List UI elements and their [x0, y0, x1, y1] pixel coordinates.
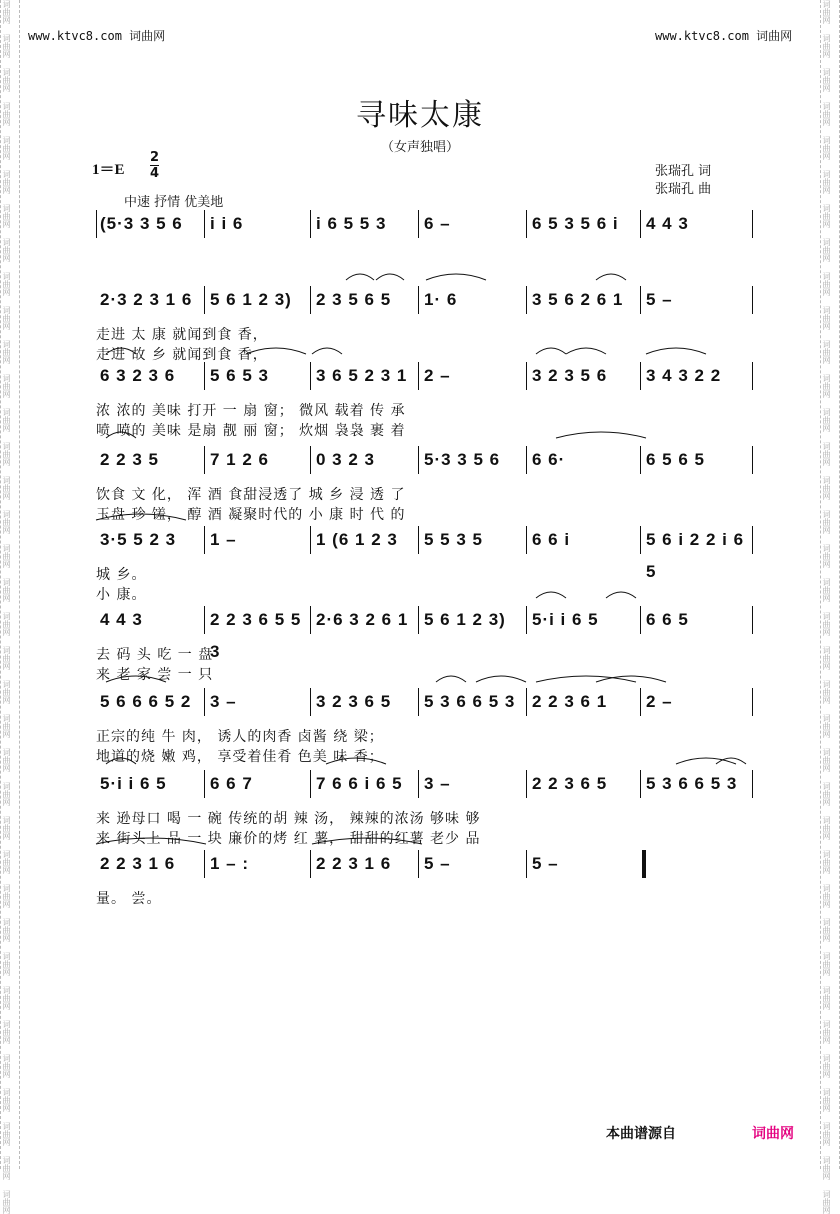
measure: 4 4 3: [646, 214, 689, 233]
measure: 3·5 5 2 3: [100, 530, 177, 549]
side-watermark-text: 词曲网: [2, 204, 11, 228]
lyric-line: 喷 喷的 美味 是扇 靓 丽 窗； 炊烟 袅袅 裹 着: [96, 423, 406, 439]
measure: 2 2 3 6 1: [532, 692, 608, 711]
slur: [426, 274, 486, 280]
slur: [326, 758, 386, 764]
measure: 3 4 3 2 2: [646, 366, 722, 385]
side-watermark-text: 词曲网: [822, 170, 831, 194]
side-watermark-text: 词曲网: [2, 0, 11, 24]
lyric-line: 来 街头上 品 一 块 廉价的烤 红 薯， 甜甜的红薯 老少 品: [96, 831, 481, 847]
lyric-line: 量。 尝。: [96, 891, 162, 907]
measure: 3 –: [210, 692, 237, 711]
side-watermark-text: 词曲网: [822, 816, 831, 840]
side-watermark-text: 词曲网: [2, 544, 11, 568]
side-watermark-text: 词曲网: [2, 408, 11, 432]
side-watermark-text: 词曲网: [822, 1190, 831, 1214]
slur: [536, 592, 566, 598]
lyric-line: 地道的烧 嫩 鸡， 享受着佳肴 色美 味 香；: [96, 749, 384, 765]
side-watermark-text: 词曲网: [822, 986, 831, 1010]
side-watermark-text: 词曲网: [822, 1156, 831, 1180]
slur: [346, 274, 374, 280]
side-watermark-text: 词曲网: [822, 578, 831, 602]
lyric-line: 正宗的纯 牛 肉， 诱人的肉香 卤酱 绕 梁；: [96, 729, 384, 745]
lyric-line: 饮食 文 化， 浑 酒 食甜浸透了 城 乡 浸 透 了: [96, 487, 406, 503]
side-watermark-text: 词曲网: [822, 850, 831, 874]
measure: 5·i i 6 5: [532, 610, 599, 629]
lyric-line: 去 码 头 吃 一 盘: [96, 647, 214, 663]
slur: [646, 348, 706, 354]
side-watermark-text: 词曲网: [822, 0, 831, 24]
measure: 5 6 6 6 5 2: [100, 692, 192, 711]
side-watermark-text: 词曲网: [822, 272, 831, 296]
side-watermark-text: 词曲网: [2, 646, 11, 670]
side-watermark-text: 词曲网: [822, 238, 831, 262]
slur: [96, 838, 206, 844]
jianpu-score: [96, 208, 756, 908]
side-watermark-text: 词曲网: [2, 34, 11, 58]
right-watermark-strip: [820, 0, 840, 1214]
slur: [246, 348, 306, 354]
slur: [476, 676, 526, 682]
measure: 0 3 2 3: [316, 450, 375, 469]
lyric-line: 来 逊母口 喝 一 碗 传统的胡 辣 汤， 辣辣的浓汤 够味 够: [96, 811, 481, 827]
footer-source-site[interactable]: 词曲网: [752, 1126, 794, 1142]
side-watermark-text: 词曲网: [2, 884, 11, 908]
tempo-marking: 中速 抒情 优美地: [124, 195, 224, 210]
slur: [106, 432, 136, 438]
side-watermark-text: 词曲网: [822, 748, 831, 772]
side-watermark-text: 词曲网: [2, 102, 11, 126]
lyric-line: 走进 太 康 就闻到食 香，: [96, 327, 268, 343]
header-site-right[interactable]: www.ktvc8.com 词曲网: [655, 29, 793, 43]
side-watermark-text: 词曲网: [2, 374, 11, 398]
side-watermark-text: 词曲网: [2, 1054, 11, 1078]
side-watermark-text: 词曲网: [822, 102, 831, 126]
measure: 2·6 3 2 6 1: [316, 610, 409, 629]
side-watermark-text: 词曲网: [2, 986, 11, 1010]
measure: 5·i i 6 5: [100, 774, 167, 793]
lyricist: 张瑞孔 词: [655, 164, 712, 179]
side-watermark-text: 词曲网: [2, 1190, 11, 1214]
measure: 5 3 6 6 5 3: [646, 774, 738, 793]
measure: 1· 6: [424, 290, 458, 309]
measure: 2 2 3 1 6: [316, 854, 392, 873]
measure: 7 6 6 i 6 5: [316, 774, 403, 793]
side-watermark-text: 词曲网: [822, 1088, 831, 1112]
measure: 3 5 6 2 6 1: [532, 290, 624, 309]
measure: i i 6: [210, 214, 244, 233]
measure: 2 2 3 1 6: [100, 854, 176, 873]
measure: 6 6·: [532, 450, 566, 469]
slur: [556, 432, 646, 438]
measure: 2 2 3 5: [100, 450, 159, 469]
side-watermark-text: 词曲网: [2, 1156, 11, 1180]
side-watermark-text: 词曲网: [2, 918, 11, 942]
measure: 4 4 3: [100, 610, 143, 629]
measure: 3 6 5 2 3 1: [316, 366, 408, 385]
side-watermark-text: 词曲网: [2, 782, 11, 806]
side-watermark-text: 词曲网: [822, 680, 831, 704]
side-watermark-text: 词曲网: [2, 238, 11, 262]
side-watermark-text: 词曲网: [2, 612, 11, 636]
side-watermark-text: 词曲网: [822, 408, 831, 432]
measure: 2 –: [646, 692, 673, 711]
lyric-line: 浓 浓的 美味 打开 一 扇 窗； 微风 载着 传 承: [96, 403, 406, 419]
header-site-left[interactable]: www.ktvc8.com 词曲网: [28, 29, 166, 43]
slur: [106, 676, 166, 682]
measure: 3 2 3 6 5: [316, 692, 392, 711]
side-watermark-text: 词曲网: [822, 918, 831, 942]
slur-arcs: [96, 208, 756, 908]
measure: 6 6 5: [646, 610, 689, 629]
left-watermark-strip: [0, 0, 20, 1214]
side-watermark-text: 词曲网: [822, 714, 831, 738]
composer: 张瑞孔 曲: [655, 182, 712, 197]
side-watermark-text: 词曲网: [2, 340, 11, 364]
measure: 5 –: [646, 290, 673, 309]
measure: 5 5 3 5: [424, 530, 483, 549]
side-watermark-text: 词曲网: [2, 306, 11, 330]
side-watermark-text: 词曲网: [822, 476, 831, 500]
key-signature: 1＝E: [92, 162, 125, 178]
slur: [312, 838, 422, 844]
measure: 3 2 3 5 6: [532, 366, 608, 385]
measure: (5·3 3 5 6: [100, 214, 183, 233]
side-watermark-text: 词曲网: [822, 1054, 831, 1078]
song-subtitle: （女声独唱）: [380, 140, 459, 155]
slur: [536, 348, 566, 354]
side-watermark-text: 词曲网: [2, 136, 11, 160]
lyric-line: 玉盘 珍 馐， 醇 酒 凝聚时代的 小 康 时 代 的: [96, 507, 406, 523]
side-watermark-text: 词曲网: [822, 68, 831, 92]
lyric-line: 走进 故 乡 就闻到食 香，: [96, 347, 268, 363]
side-watermark-text: 词曲网: [822, 204, 831, 228]
slur: [436, 676, 466, 682]
measure: 6 3 2 3 6: [100, 366, 176, 385]
measure: 5 –: [424, 854, 451, 873]
measure: 1 – :: [210, 854, 250, 873]
side-watermark-text: 词曲网: [2, 476, 11, 500]
measure: 2 2 3 6 5: [532, 774, 608, 793]
side-watermark-text: 词曲网: [2, 1122, 11, 1146]
measure: 6 6 i: [532, 530, 571, 549]
measure: 5 6 5 3: [210, 366, 269, 385]
measure: 5 3 6 6 5 3: [424, 692, 516, 711]
measure: 6 –: [424, 214, 451, 233]
side-watermark-text: 词曲网: [822, 884, 831, 908]
side-watermark-text: 词曲网: [2, 748, 11, 772]
side-watermark-text: 词曲网: [822, 136, 831, 160]
measure: 2 –: [424, 366, 451, 385]
side-watermark-text: 词曲网: [2, 680, 11, 704]
side-watermark-text: 词曲网: [2, 578, 11, 602]
measure: 5·3 3 5 6: [424, 450, 501, 469]
side-watermark-text: 词曲网: [822, 306, 831, 330]
measure: 5 6 1 2 3): [424, 610, 506, 629]
side-watermark-text: 词曲网: [822, 782, 831, 806]
side-watermark-text: 词曲网: [2, 850, 11, 874]
side-watermark-text: 词曲网: [822, 646, 831, 670]
side-watermark-text: 词曲网: [2, 1020, 11, 1044]
measure: 6 6 7: [210, 774, 253, 793]
lyric-line: 来 老 家 尝 一 只: [96, 667, 214, 683]
time-signature-top: 2: [150, 150, 160, 165]
time-signature: [150, 150, 159, 181]
measure: 3 –: [424, 774, 451, 793]
slur: [606, 592, 636, 598]
side-watermark-text: 词曲网: [822, 544, 831, 568]
measure: 5 –: [532, 854, 559, 873]
measure: 1 –: [210, 530, 237, 549]
side-watermark-text: 词曲网: [822, 1122, 831, 1146]
lyric-line: 城 乡。: [96, 567, 147, 583]
side-watermark-text: 词曲网: [822, 442, 831, 466]
measure: 7 1 2 6: [210, 450, 269, 469]
footer-source-label: 本曲谱源自: [606, 1126, 676, 1142]
measure: 2 2 3 6 5 5 3: [210, 610, 302, 661]
side-watermark-text: 词曲网: [2, 510, 11, 534]
side-watermark-text: 词曲网: [822, 374, 831, 398]
slur: [96, 514, 186, 520]
lyric-line: 小 康。: [96, 587, 147, 603]
slur: [376, 274, 404, 280]
song-title: 寻味太康: [356, 98, 484, 133]
slur: [106, 348, 136, 354]
side-watermark-text: 词曲网: [822, 952, 831, 976]
time-signature-bottom: 4: [150, 166, 160, 181]
side-watermark-text: 词曲网: [2, 714, 11, 738]
side-watermark-text: 词曲网: [822, 510, 831, 534]
measure: 5 6 1 2 3): [210, 290, 292, 309]
measure: 2·3 2 3 1 6: [100, 290, 193, 309]
slur: [596, 274, 626, 280]
side-watermark-text: 词曲网: [2, 170, 11, 194]
measure: 2 3 5 6 5: [316, 290, 392, 309]
side-watermark-text: 词曲网: [822, 612, 831, 636]
slur: [312, 348, 342, 354]
measure: 6 5 3 5 6 i: [532, 214, 619, 233]
measure: 5 6 i 2 2 i 6 5: [646, 530, 745, 581]
measure: i 6 5 5 3: [316, 214, 387, 233]
side-watermark-text: 词曲网: [2, 272, 11, 296]
side-watermark-text: 词曲网: [2, 952, 11, 976]
measure: 6 5 6 5: [646, 450, 705, 469]
side-watermark-text: 词曲网: [2, 442, 11, 466]
side-watermark-text: 词曲网: [2, 1088, 11, 1112]
side-watermark-text: 词曲网: [2, 68, 11, 92]
side-watermark-text: 词曲网: [822, 1020, 831, 1044]
side-watermark-text: 词曲网: [2, 816, 11, 840]
side-watermark-text: 词曲网: [822, 340, 831, 364]
measure: 1 (6 1 2 3: [316, 530, 398, 549]
slur: [566, 348, 606, 354]
slur: [106, 758, 136, 764]
side-watermark-text: 词曲网: [822, 34, 831, 58]
